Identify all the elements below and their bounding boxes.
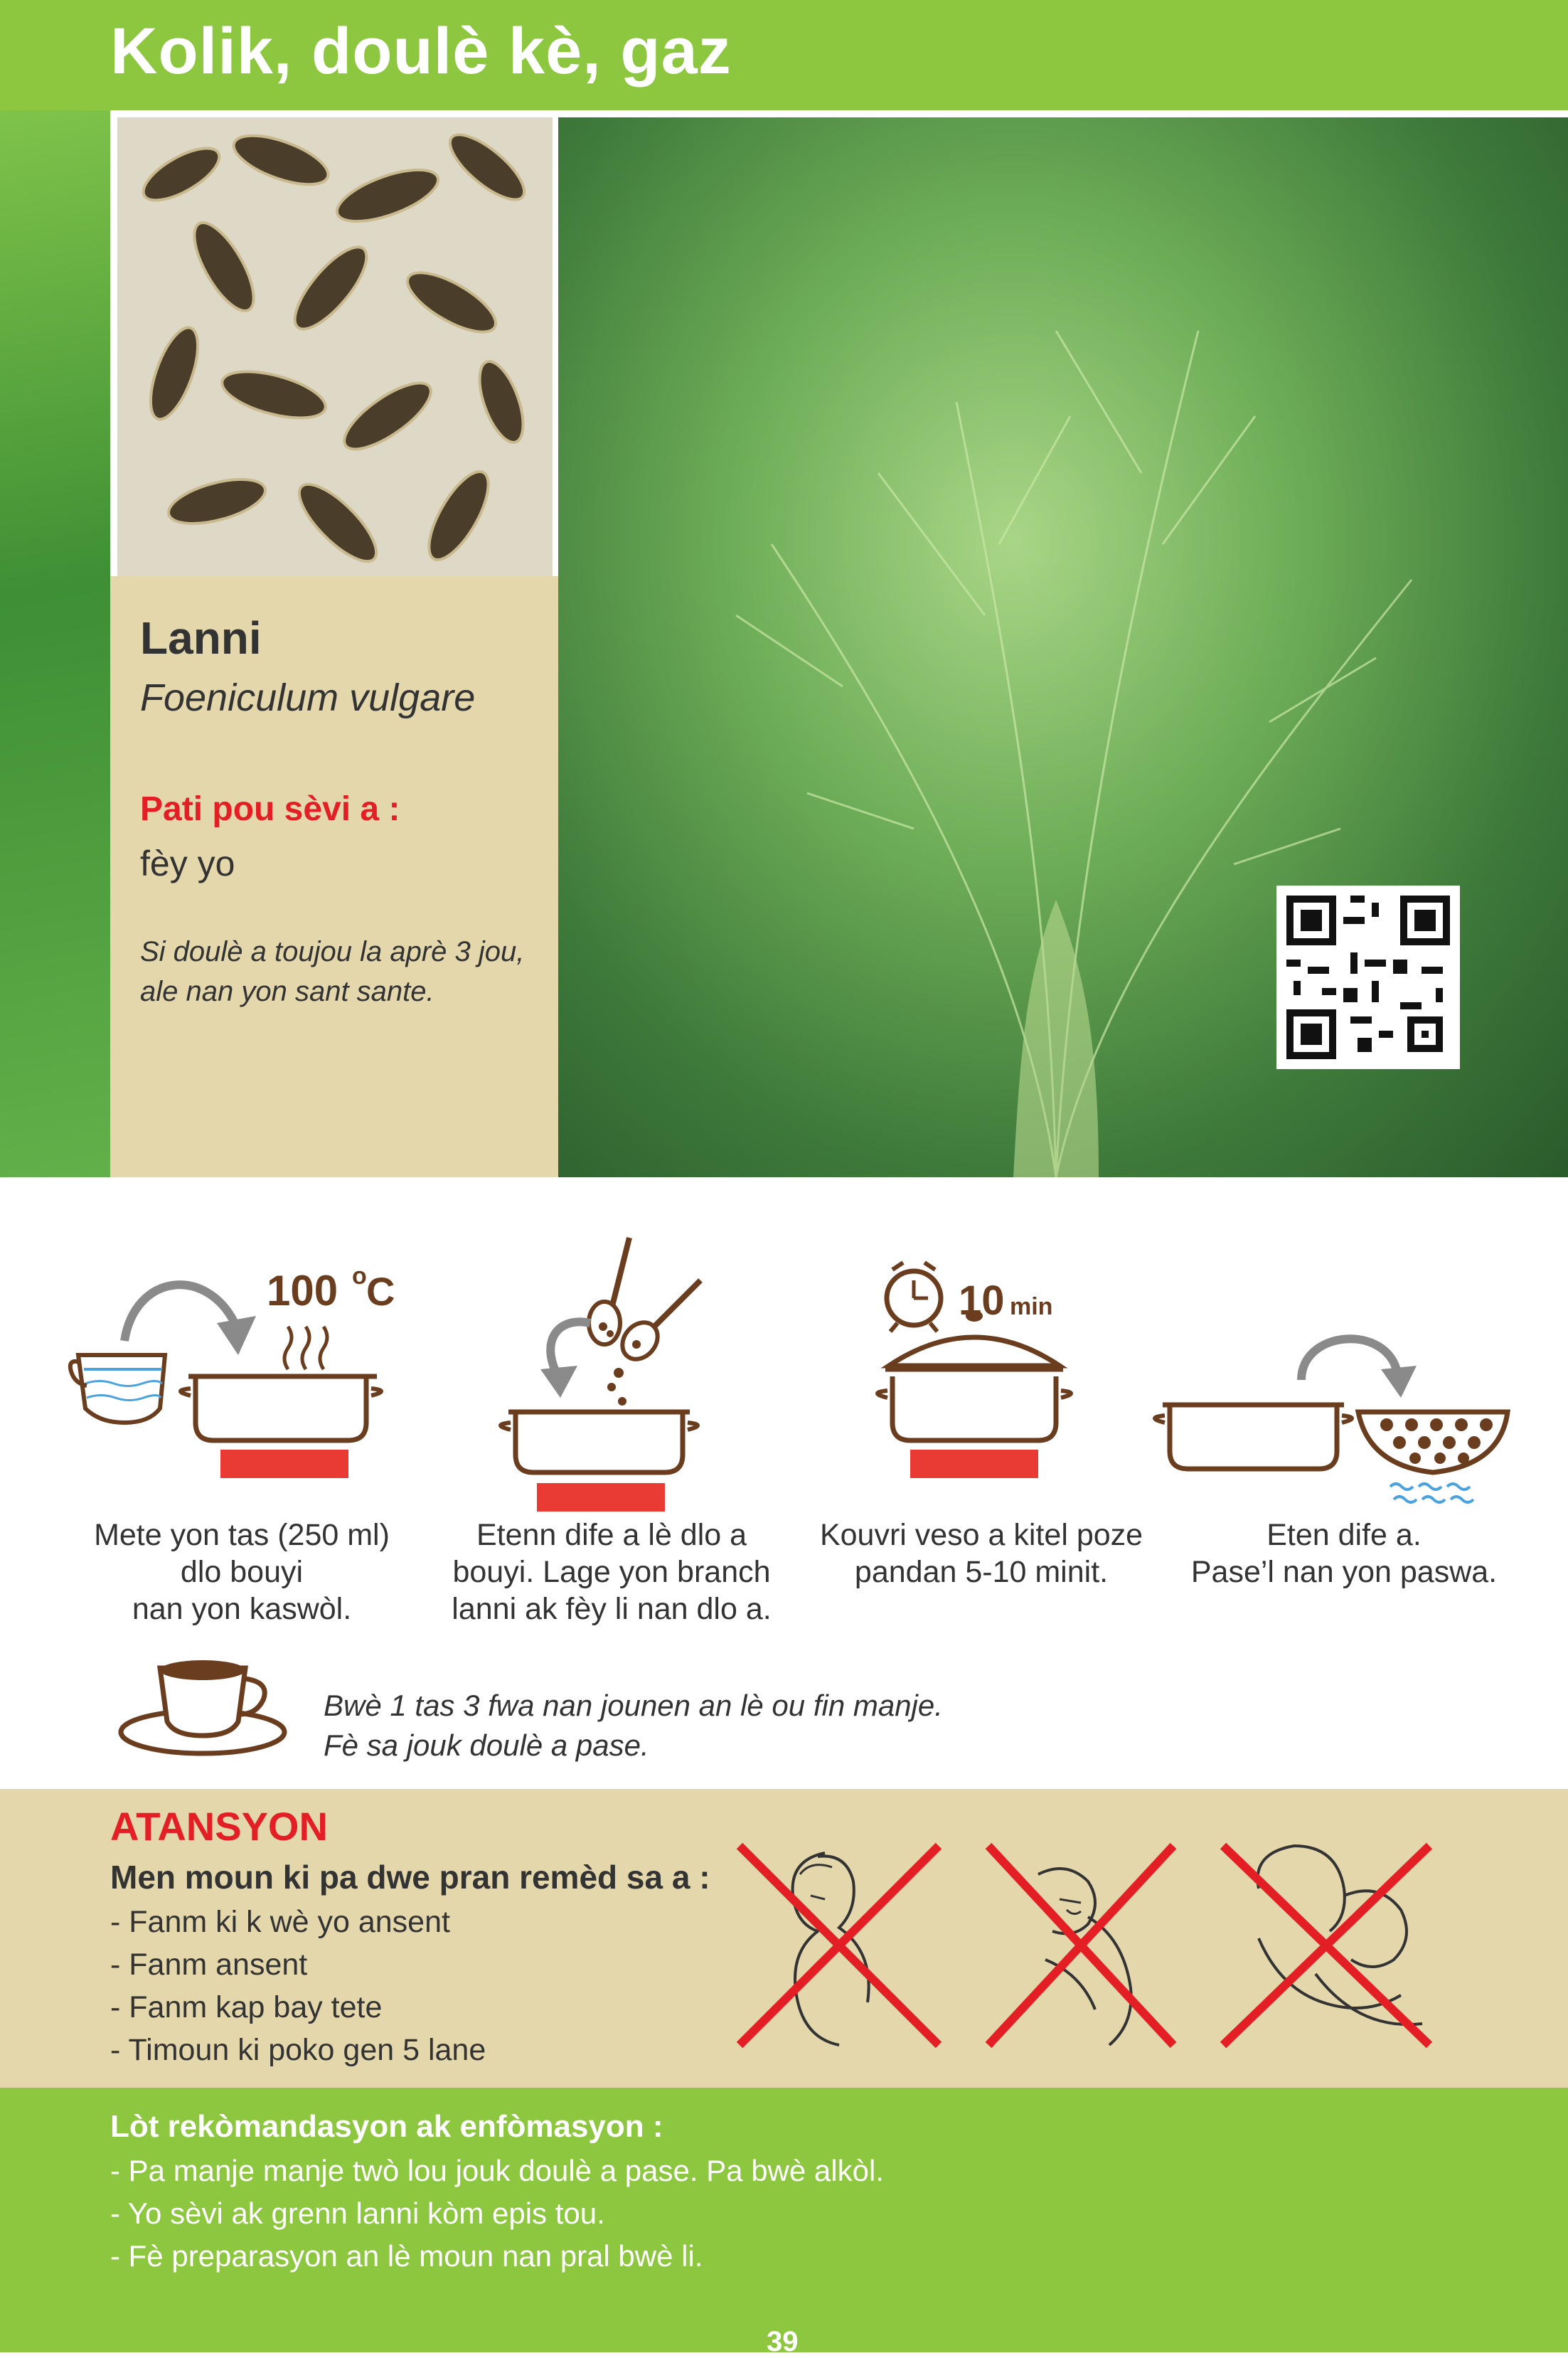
attention-item: - Fanm ki k wè yo ansent [110,1905,450,1939]
step-line: bouyi. Lage yon branch [452,1555,771,1589]
plant-name: Lanni [140,612,262,664]
warning-line: Si doulè a toujou la aprè 3 jou, [140,936,525,967]
svg-text:C: C [366,1269,395,1314]
page-number: 39 [767,2326,799,2357]
recommendation-item: - Pa manje manje twò lou jouk doulè a pase. Pa bwè alkòl. [110,2154,884,2187]
recommendation-item: - Fè preparasyon an lè moun nan pral bwè li. [110,2239,703,2273]
fennel-leaf-photo-strip [0,110,110,1177]
plant-latin-name: Foeniculum vulgare [140,676,476,719]
attention-item: - Fanm kap bay tete [110,1990,383,2024]
step-line: Pase’l nan yon paswa. [1190,1555,1498,1589]
step-line: nan yon kaswòl. [132,1592,352,1626]
step4-text [1173,1517,1515,1590]
step-line: pandan 5-10 minit. [854,1555,1109,1589]
mother-and-child-crossed-icon [1223,1846,1429,2045]
step3-time [959,1278,1052,1324]
pregnant-woman-crossed-icon [740,1846,939,2045]
dosage-instructions [324,1686,943,1765]
step2-text [434,1517,789,1627]
step-line: dlo bouyi [180,1555,304,1589]
contraindication-illustrations [732,1832,1451,2059]
dosage-line: Fè sa jouk doulè a pase. [324,1728,649,1762]
qr-code[interactable] [1276,886,1460,1069]
svg-text:o: o [352,1263,367,1290]
preparation-steps-illustration [0,1209,1568,1536]
step-line: lanni ak fèy li nan dlo a. [452,1592,772,1626]
step3-text [804,1517,1159,1590]
recommendations-title: Lòt rekòmandasyon ak enfòmasyon : [110,2109,663,2144]
step-line: Eten dife a. [1266,1518,1422,1552]
breastfeeding-crossed-icon [988,1846,1173,2045]
recommendation-item: - Yo sèvi ak grenn lanni kòm epis tou. [110,2197,605,2230]
fennel-seeds-photo [117,117,553,576]
warning-note [140,932,524,1011]
step4-icon [1155,1339,1508,1502]
part-used-value: fèy yo [140,844,235,883]
page-title: Kolik, doulè kè, gaz [110,15,732,87]
step1-temperature [267,1263,395,1315]
warning-line: ale nan yon sant sante. [140,976,434,1007]
cup-and-saucer-icon [114,1643,292,1764]
step-line: Kouvri veso a kitel poze [819,1518,1143,1552]
part-used-label: Pati pou sèvi a : [140,790,400,828]
attention-item: - Timoun ki poko gen 5 lane [110,2033,486,2067]
step2-icon [501,1238,700,1512]
step1-text [71,1517,412,1627]
step-line: Etenn dife a lè dlo a [476,1518,747,1552]
attention-item: - Fanm ansent [110,1948,308,1982]
attention-subtitle: Men moun ki pa dwe pran remèd sa a : [110,1859,710,1896]
dosage-line: Bwè 1 tas 3 fwa nan jounen an lè ou fin manje. [324,1689,943,1722]
svg-text:10: 10 [959,1278,1005,1324]
step-line: Mete yon tas (250 ml) [94,1518,390,1552]
svg-text:min: min [1010,1293,1053,1320]
svg-text:100: 100 [267,1267,338,1315]
attention-title: ATANSYON [110,1804,328,1849]
